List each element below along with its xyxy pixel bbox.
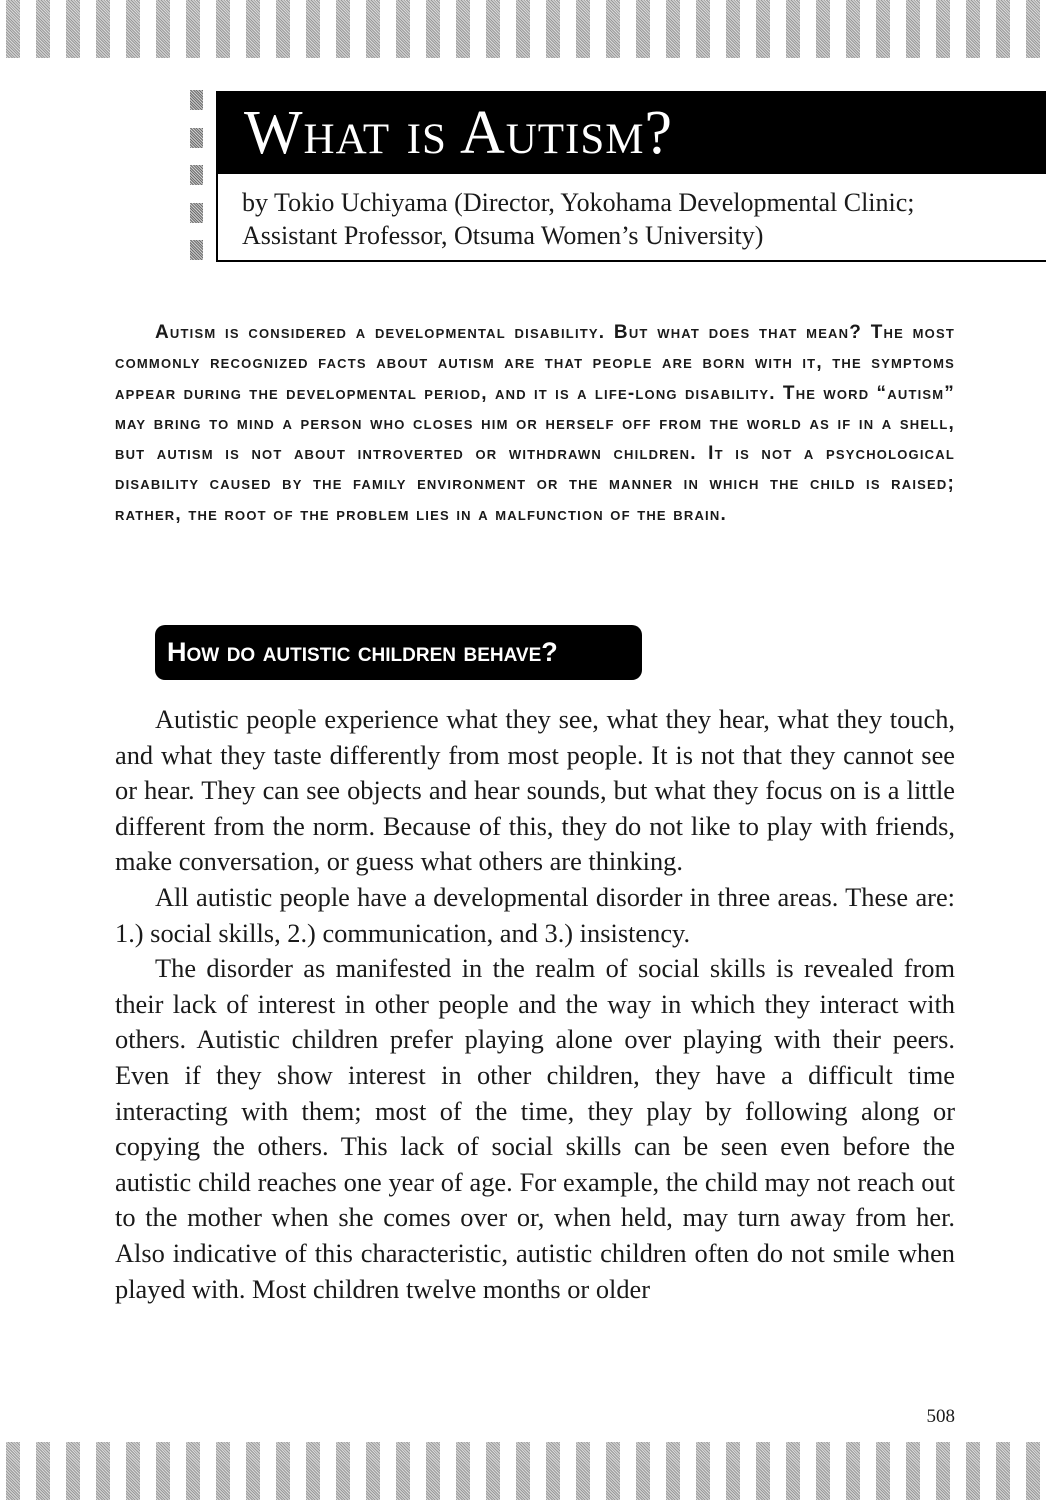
border-stripe: [606, 0, 620, 58]
side-marker: [190, 90, 203, 110]
section-heading: [155, 625, 642, 680]
border-stripe: [156, 1442, 170, 1500]
border-stripe: [906, 0, 920, 58]
border-stripe: [516, 0, 530, 58]
border-stripe: [756, 1442, 770, 1500]
bottom-stripe-border: [0, 1442, 1046, 1500]
border-stripe: [1026, 0, 1040, 58]
border-stripe: [576, 0, 590, 58]
border-stripe: [966, 0, 980, 58]
border-stripe: [246, 1442, 260, 1500]
border-stripe: [666, 0, 680, 58]
border-stripe: [846, 0, 860, 58]
border-stripe: [726, 0, 740, 58]
border-stripe: [396, 1442, 410, 1500]
border-stripe: [606, 1442, 620, 1500]
title-banner: [216, 91, 1046, 174]
side-marker: [190, 203, 203, 223]
side-marker: [190, 240, 203, 260]
border-stripe: [486, 0, 500, 58]
border-stripe: [486, 1442, 500, 1500]
border-stripe: [186, 1442, 200, 1500]
border-stripe: [426, 1442, 440, 1500]
border-stripe: [576, 1442, 590, 1500]
border-stripe: [786, 0, 800, 58]
border-stripe: [966, 1442, 980, 1500]
border-stripe: [306, 0, 320, 58]
byline-box: [216, 174, 1046, 262]
border-stripe: [66, 1442, 80, 1500]
border-stripe: [516, 1442, 530, 1500]
border-stripe: [186, 0, 200, 58]
border-stripe: [936, 0, 950, 58]
body-paragraph: Autistic people experience what they see, what they hear, what they touch, and what they taste differently from most people. It is not that they cannot see or hear. They can see objects and hear sounds, but what they focus on is a little different from the norm. Because of this, they do not like to play with friends, make conversation, or guess what others are thinking.: [115, 704, 955, 877]
border-stripe: [846, 1442, 860, 1500]
body-paragraph: The disorder as manifested in the realm of social skills is revealed from their lack of interest in other people and the way in which they interact with others. Autistic children prefer playing alone over playing with their peers. Even if they show interest in other children, they have a difficult time interacting with them; most of the time, they play by following along or copying the others. This lack of social skills can be seen even before the autistic child reaches one year of age. For example, the child may not reach out to the mother when she comes over or, when held, may turn away from her. Also indicative of this characteristic, autistic children often do not smile when played with. Most children twelve months or older: [115, 953, 955, 1304]
border-stripe: [36, 0, 50, 58]
border-stripe: [336, 0, 350, 58]
border-stripe: [426, 0, 440, 58]
border-stripe: [996, 0, 1010, 58]
border-stripe: [366, 1442, 380, 1500]
body-text: [115, 702, 955, 1307]
border-stripe: [636, 1442, 650, 1500]
author-byline: by Tokio Uchiyama (Director, Yokohama Developmental Clinic; Assistant Professor, Otsuma Women’s University): [242, 188, 915, 250]
border-stripe: [636, 0, 650, 58]
border-stripe: [816, 0, 830, 58]
side-marker: [190, 128, 203, 148]
border-stripe: [726, 1442, 740, 1500]
border-stripe: [996, 1442, 1010, 1500]
border-stripe: [756, 0, 770, 58]
border-stripe: [666, 1442, 680, 1500]
side-marker: [190, 165, 203, 185]
border-stripe: [906, 1442, 920, 1500]
border-stripe: [306, 1442, 320, 1500]
section-heading-text: How do autistic children behave?: [167, 637, 558, 667]
border-stripe: [456, 1442, 470, 1500]
border-stripe: [276, 0, 290, 58]
border-stripe: [1026, 1442, 1040, 1500]
border-stripe: [96, 0, 110, 58]
border-stripe: [696, 0, 710, 58]
border-stripe: [696, 1442, 710, 1500]
border-stripe: [456, 0, 470, 58]
border-stripe: [276, 1442, 290, 1500]
body-paragraph: All autistic people have a developmental disorder in three areas. These are: 1.) social skills, 2.) communication, and 3.) insistency.: [115, 881, 955, 948]
intro-paragraph: Autism is considered a developmental disability. But what does that mean? The most commonly recognized facts about autism are that people are born with it, the symptoms appear during the developmental period, and it is a life-long disability. The word “autism” may bring to mind a person who closes him or herself off from the world as if in a shell, but autism is not about introverted or withdrawn children. It is not a psychological disability caused by the family environment or the manner in which the child is raised; rather, the root of the problem lies in a malfunction of the brain.: [115, 322, 955, 525]
title-side-markers: [190, 90, 203, 260]
border-stripe: [66, 0, 80, 58]
border-stripe: [936, 1442, 950, 1500]
border-stripe: [246, 0, 260, 58]
border-stripe: [216, 1442, 230, 1500]
border-stripe: [6, 0, 20, 58]
border-stripe: [876, 1442, 890, 1500]
page-number: 508: [926, 1406, 955, 1427]
border-stripe: [96, 1442, 110, 1500]
border-stripe: [156, 0, 170, 58]
border-stripe: [396, 0, 410, 58]
border-stripe: [786, 1442, 800, 1500]
border-stripe: [6, 1442, 20, 1500]
border-stripe: [216, 0, 230, 58]
border-stripe: [126, 1442, 140, 1500]
border-stripe: [546, 1442, 560, 1500]
border-stripe: [876, 0, 890, 58]
top-stripe-border: [0, 0, 1046, 58]
border-stripe: [36, 1442, 50, 1500]
border-stripe: [336, 1442, 350, 1500]
border-stripe: [366, 0, 380, 58]
border-stripe: [126, 0, 140, 58]
border-stripe: [816, 1442, 830, 1500]
border-stripe: [546, 0, 560, 58]
page-title: What is Autism?: [244, 98, 674, 167]
